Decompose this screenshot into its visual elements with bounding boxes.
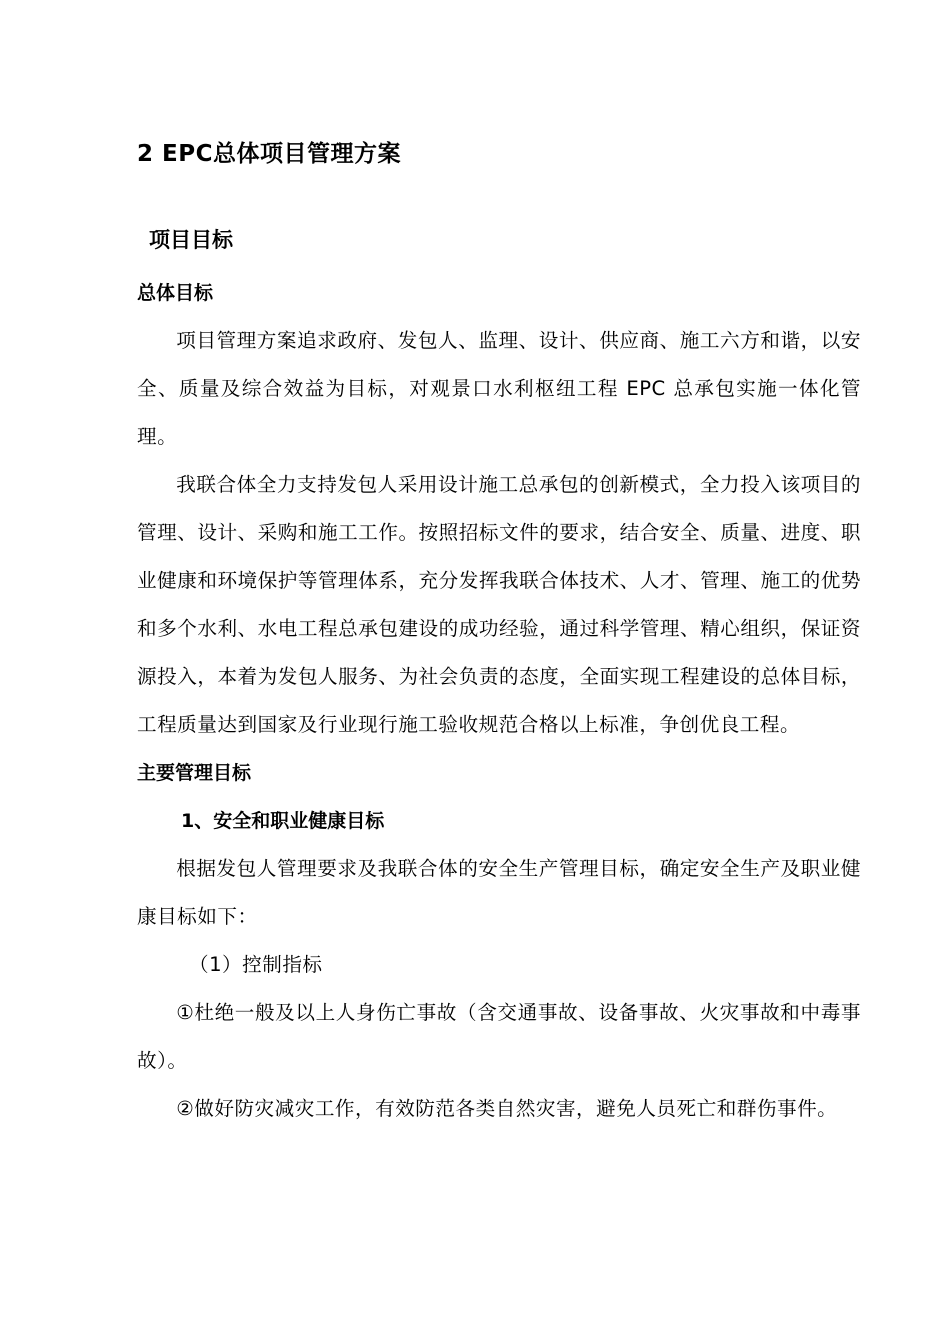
control-point-2: ②做好防灾减灾工作，有效防范各类自然灾害，避免人员死亡和群伤事件。 xyxy=(176,1097,838,1120)
section-title: 项目目标 xyxy=(149,228,233,252)
main-goals-heading: 主要管理目标 xyxy=(137,762,252,784)
safety-health-goal-heading: 1、安全和职业健康目标 xyxy=(181,810,385,832)
safety-intro-paragraph: 根据发包人管理要求及我联合体的安全生产管理目标，确定安全生产及职业健康目标如下： xyxy=(137,857,861,928)
overall-goal-heading: 总体目标 xyxy=(137,282,214,304)
document-content xyxy=(137,138,861,1133)
overall-paragraph-2: 我联合体全力支持发包人采用设计施工总承包的创新模式，全力投入该项目的管理、设计、采购和施工工作。按照招标文件的要求，结合安全、质量、进度、职业健康和环境保护等管理体系，充分发挥我联合体技术、人才、管理、施工的优势和多个水利、水电工程总承包建设的成功经验，通过科学管理、精心组织，保证资源投入，本着为发包人服务、为社会负责的态度，全面实现工程建设的总体目标，工程质量达到国家及行业现行施工验收规范合格以上标准，争创优良工程。 xyxy=(137,473,861,736)
overall-paragraph-1: 项目管理方案追求政府、发包人、监理、设计、供应商、施工六方和谐，以安全、质量及综合效益为目标，对观景口水利枢纽工程 EPC 总承包实施一体化管理。 xyxy=(137,329,861,448)
chapter-title: 2 EPC总体项目管理方案 xyxy=(137,141,401,167)
control-point-1: ①杜绝一般及以上人身伤亡事故（含交通事故、设备事故、火灾事故和中毒事故）。 xyxy=(137,1001,861,1072)
control-indicators-heading: （1）控制指标 xyxy=(189,953,323,976)
